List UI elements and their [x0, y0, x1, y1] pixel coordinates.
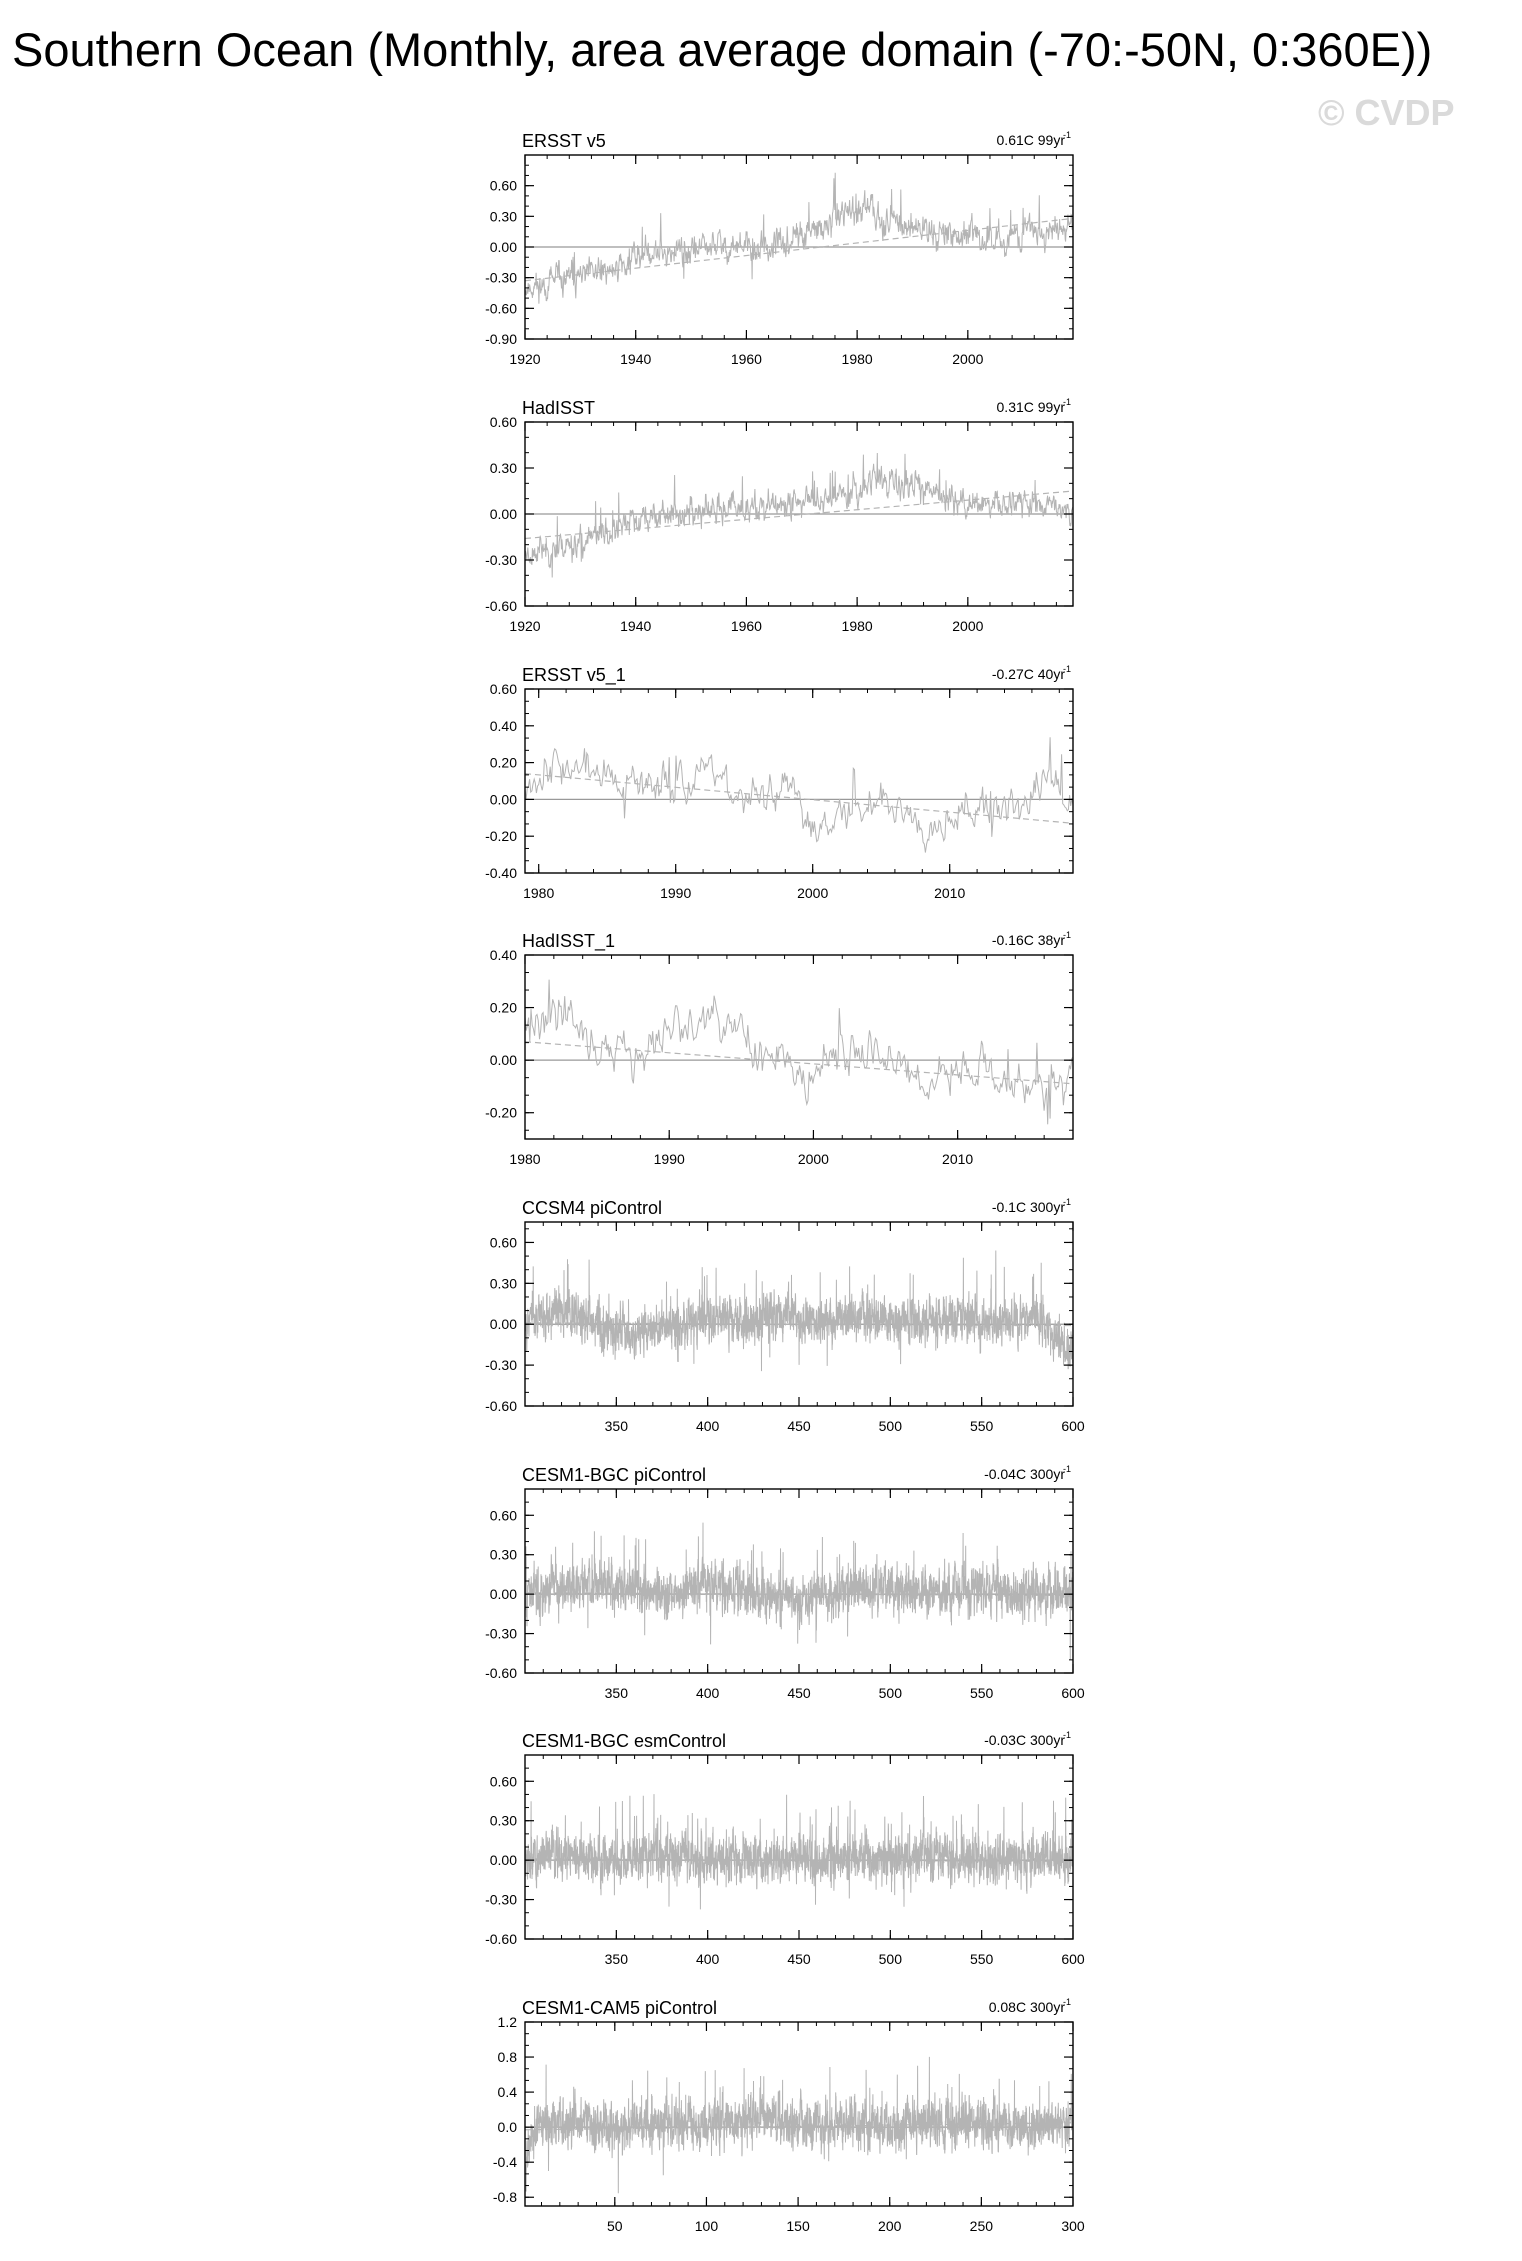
panel-3: [485, 664, 1073, 901]
y-tick-label: -0.90: [485, 331, 517, 347]
panel-title: HadISST_1: [522, 931, 616, 951]
x-tick-label: 2000: [797, 885, 829, 901]
y-tick-label: -0.60: [485, 300, 517, 317]
y-tick-label: -0.30: [485, 1891, 517, 1908]
trend-label: -0.16C 38yr: [991, 932, 1065, 948]
series-line: [525, 980, 1073, 1125]
x-tick-label: 250: [969, 2218, 994, 2234]
trend-unit-exponent: -1: [1062, 1464, 1071, 1474]
x-tick-label: 150: [786, 2218, 810, 2234]
cvdp-watermark: © CVDP: [1318, 92, 1455, 133]
x-tick-label: 1980: [523, 885, 555, 901]
x-tick-label: 1920: [509, 618, 541, 634]
y-tick-label: 0.60: [489, 177, 517, 194]
series-line: [525, 737, 1073, 852]
x-tick-label: 500: [878, 1951, 903, 1967]
y-tick-label: 0.4: [497, 2084, 517, 2101]
y-tick-label: 0.40: [489, 947, 517, 963]
series-line: [525, 2057, 1073, 2193]
panel-8: [493, 1997, 1085, 2234]
trend-label: -0.27C 40yr: [991, 666, 1065, 682]
series-line: [525, 1794, 1073, 1909]
x-tick-label: 350: [604, 1685, 629, 1701]
trend-unit-exponent: -1: [1062, 1197, 1071, 1207]
panel-4: [485, 930, 1073, 1167]
x-tick-label: 450: [787, 1685, 811, 1701]
panel-title: HadISST: [522, 398, 596, 418]
y-tick-label: -0.30: [485, 552, 517, 568]
y-tick-label: -0.40: [485, 865, 517, 881]
x-tick-label: 1960: [730, 618, 762, 634]
x-tick-label: 500: [878, 1418, 903, 1434]
x-tick-label: 600: [1061, 1418, 1085, 1434]
x-tick-label: 350: [604, 1951, 629, 1967]
panel-6: [485, 1464, 1085, 1701]
x-tick-label: 400: [695, 1418, 720, 1434]
trend-unit-exponent: -1: [1062, 664, 1071, 674]
y-tick-label: 0.8: [497, 2049, 517, 2066]
x-tick-label: 450: [787, 1951, 811, 1967]
y-tick-label: 0.00: [489, 1586, 517, 1603]
x-tick-label: 1940: [620, 351, 652, 367]
x-tick-label: 600: [1061, 1685, 1085, 1701]
x-tick-label: 300: [1061, 2218, 1085, 2234]
x-tick-label: 350: [604, 1418, 629, 1434]
y-tick-label: 0.00: [489, 506, 517, 522]
y-tick-label: -0.30: [485, 1357, 517, 1374]
y-tick-label: -0.4: [492, 2154, 517, 2171]
trend-unit-exponent: -1: [1062, 1730, 1071, 1740]
y-tick-label: -0.30: [485, 1625, 517, 1642]
y-tick-label: -0.60: [485, 1931, 517, 1947]
x-tick-label: 2000: [952, 351, 984, 367]
trend-unit-exponent: -1: [1062, 930, 1071, 940]
trend-label: 0.61C 99yr: [996, 132, 1065, 148]
trend-label: -0.04C 300yr: [984, 1466, 1065, 1482]
x-tick-label: 2000: [797, 1151, 829, 1167]
y-tick-label: 0.00: [489, 791, 517, 808]
x-tick-label: 400: [695, 1685, 720, 1701]
series-line: [525, 173, 1073, 304]
trend-line: [525, 1042, 1073, 1084]
panel-1: [485, 130, 1073, 367]
y-tick-label: 0.40: [489, 717, 517, 734]
panel-5: [485, 1197, 1085, 1434]
y-tick-label: 0.30: [489, 1546, 517, 1563]
series-line: [525, 1251, 1073, 1372]
y-tick-label: 0.60: [489, 681, 517, 697]
panel-title: CESM1-BGC esmControl: [522, 1731, 727, 1751]
y-tick-label: 0.20: [489, 999, 517, 1016]
trend-label: 0.31C 99yr: [996, 399, 1065, 415]
panel-title: ERSST v5: [522, 131, 606, 151]
x-tick-label: 500: [878, 1685, 903, 1701]
y-tick-label: 0.0: [497, 2119, 517, 2136]
page-title: Southern Ocean (Monthly, area average domain (-70:-50N, 0:360E)): [12, 23, 1433, 76]
trend-label: 0.08C 300yr: [988, 1999, 1065, 2015]
y-tick-label: 0.00: [489, 1052, 517, 1069]
y-tick-label: -0.20: [485, 1104, 517, 1121]
y-tick-label: 0.60: [489, 414, 517, 430]
x-tick-label: 1980: [509, 1151, 541, 1167]
trend-unit-exponent: -1: [1062, 1997, 1071, 2007]
y-tick-label: 0.60: [489, 1234, 517, 1251]
y-tick-label: -0.60: [485, 1398, 517, 1414]
x-tick-label: 550: [969, 1418, 994, 1434]
x-tick-label: 1990: [653, 1151, 685, 1167]
trend-label: -0.1C 300yr: [991, 1199, 1065, 1215]
y-tick-label: -0.60: [485, 598, 517, 614]
x-tick-label: 2010: [942, 1151, 974, 1167]
trend-label: -0.03C 300yr: [984, 1732, 1065, 1748]
x-tick-label: 1940: [620, 618, 652, 634]
x-tick-label: 550: [969, 1951, 994, 1967]
y-tick-label: 0.00: [489, 239, 517, 255]
y-tick-label: 0.00: [489, 1316, 517, 1333]
panel-title: CCSM4 piControl: [522, 1198, 663, 1218]
panel-2: [485, 397, 1073, 634]
y-tick-label: -0.30: [485, 269, 517, 286]
y-tick-label: 0.30: [489, 460, 517, 476]
panel-title: CESM1-CAM5 piControl: [522, 1998, 718, 2018]
panel-7: [485, 1730, 1085, 1967]
x-tick-label: 1960: [730, 351, 762, 367]
y-tick-label: 0.60: [489, 1773, 517, 1790]
trend-unit-exponent: -1: [1062, 130, 1071, 140]
y-tick-label: 0.60: [489, 1507, 517, 1524]
y-tick-label: -0.20: [485, 828, 517, 845]
x-tick-label: 450: [787, 1418, 811, 1434]
x-tick-label: 50: [607, 2218, 623, 2234]
trend-unit-exponent: -1: [1062, 397, 1071, 407]
y-tick-label: 0.00: [489, 1852, 517, 1869]
x-tick-label: 200: [878, 2218, 902, 2234]
y-tick-label: -0.8: [492, 2189, 517, 2206]
series-line: [525, 1523, 1073, 1660]
x-tick-label: 400: [695, 1951, 720, 1967]
panel-title: CESM1-BGC piControl: [522, 1465, 707, 1485]
y-tick-label: 0.30: [489, 1812, 517, 1829]
x-tick-label: 550: [969, 1685, 994, 1701]
x-tick-label: 600: [1061, 1951, 1085, 1967]
x-tick-label: 100: [694, 2218, 719, 2234]
y-tick-label: 0.30: [489, 208, 517, 225]
panel-title: ERSST v5_1: [522, 665, 626, 685]
x-tick-label: 1980: [841, 618, 873, 634]
y-tick-label: 0.30: [489, 1275, 517, 1292]
y-tick-label: 0.20: [489, 754, 517, 771]
x-tick-label: 1990: [660, 885, 692, 901]
x-tick-label: 1920: [509, 351, 541, 367]
y-tick-label: 1.2: [497, 2014, 517, 2030]
x-tick-label: 2010: [934, 885, 966, 901]
y-tick-label: -0.60: [485, 1665, 517, 1681]
x-tick-label: 1980: [841, 351, 873, 367]
x-tick-label: 2000: [952, 618, 984, 634]
